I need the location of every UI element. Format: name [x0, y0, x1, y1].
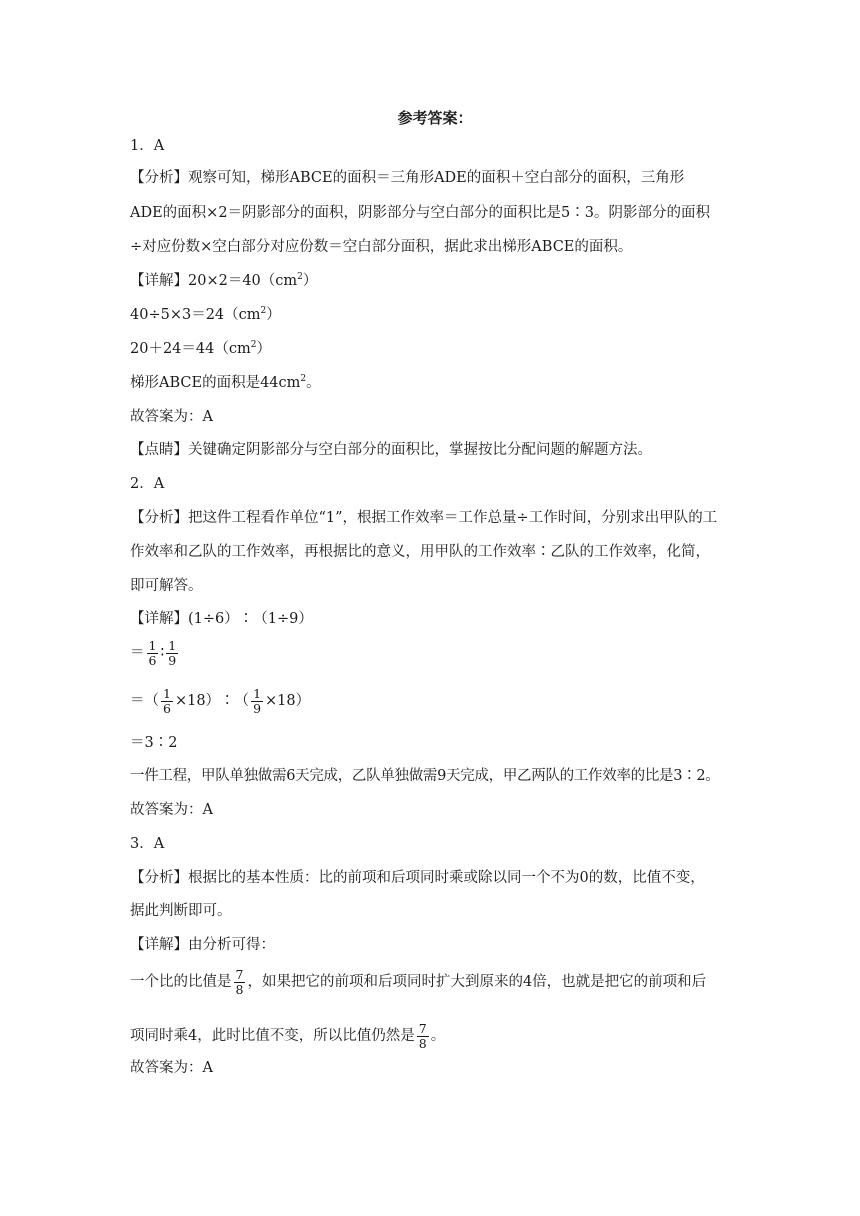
- q1-comment: 【点睛】关键确定阴影部分与空白部分的面积比，掌握按比分配问题的解题方法。: [130, 442, 652, 458]
- q3-answer: 故答案为：A: [130, 1060, 213, 1076]
- q2-analysis-line-1: 【分析】把这件工程看作单位“1”，根据工作效率＝工作总量÷工作时间，分别求出甲队的工: [130, 510, 718, 526]
- q1-detail-line-1: 【详解】$20\times 2=40(cm^2)$: [130, 272, 318, 289]
- q3-detail-line-1: 【详解】由分析可得：: [130, 937, 275, 953]
- fraction-1-9: $\frac{1}{9}$: [253, 685, 262, 716]
- fraction-1-6: $\frac{1}{6}$: [163, 685, 171, 716]
- q1-answer: 故答案为：A: [130, 409, 213, 425]
- q2-answer: 故答案为：A: [130, 802, 213, 818]
- q3-detail-line-3: 项同时乘4，此时比值不变，所以比值仍然是 $\frac{7}{8}$ 。: [130, 1020, 446, 1051]
- q2-number: 2．A: [130, 476, 165, 492]
- q2-conclusion: 一件工程，甲队单独做需6天完成，乙队单独做需9天完成，甲乙两队的工作效率的比是3∶2。: [130, 768, 720, 784]
- q1-detail-line-2: $40\div 5\times 3=24(cm^2)$: [130, 306, 281, 323]
- q1-analysis-line-2: ADE的面积×2＝阴影部分的面积，阴影部分与空白部分的面积比是5∶3。阴影部分的面积: [130, 205, 711, 221]
- q3-analysis-line-1: 【分析】根据比的基本性质：比的前项和后项同时乘或除以同一个不为0的数，比值不变，: [130, 870, 705, 886]
- fraction-7-8: $\frac{7}{8}$: [235, 966, 244, 997]
- q2-detail-line-2: ＝ $\frac{1}{6}$ ∶ $\frac{1}{9}$: [130, 637, 177, 668]
- q2-detail-line-1: 【详解】(1÷6）∶（1÷9）: [130, 611, 313, 627]
- q2-analysis-line-2: 作效率和乙队的工作效率，再根据比的意义，用甲队的工作效率∶乙队的工作效率，化简，: [130, 544, 710, 560]
- q3-analysis-line-2: 据此判断即可。: [130, 903, 232, 919]
- fraction-1-9: $\frac{1}{9}$: [168, 637, 177, 668]
- fraction-1-6: $\frac{1}{6}$: [148, 637, 157, 668]
- q1-detail-line-4: 梯形ABCE的面积是$44cm^2$。: [130, 374, 321, 391]
- q1-analysis-line-3: ÷对应份数×空白部分对应份数＝空白部分面积，据此求出梯形ABCE的面积。: [130, 239, 633, 255]
- q2-analysis-line-3: 即可解答。: [130, 578, 203, 594]
- q3-detail-line-2: 一个比的比值是 $\frac{7}{8}$ ，如果把它的前项和后项同时扩大到原来的4倍，也就是把它的前项和后: [130, 966, 707, 997]
- q2-detail-line-3: ＝（ $\frac{1}{6}$ ×18）∶（ $\frac{1}{9}$ ×18）: [130, 685, 311, 716]
- q1-analysis-line-1: 【分析】观察可知，梯形ABCE的面积＝三角形ADE的面积＋空白部分的面积，三角形: [130, 170, 685, 186]
- fraction-7-8: $\frac{7}{8}$: [418, 1020, 427, 1051]
- q3-number: 3．A: [130, 836, 165, 852]
- q2-detail-line-4: ＝3∶2: [130, 735, 178, 751]
- page-title: 参考答案：: [397, 109, 473, 127]
- q1-detail-line-3: $20+24=44(cm^2)$: [130, 340, 271, 357]
- q1-number: 1．A: [130, 138, 165, 154]
